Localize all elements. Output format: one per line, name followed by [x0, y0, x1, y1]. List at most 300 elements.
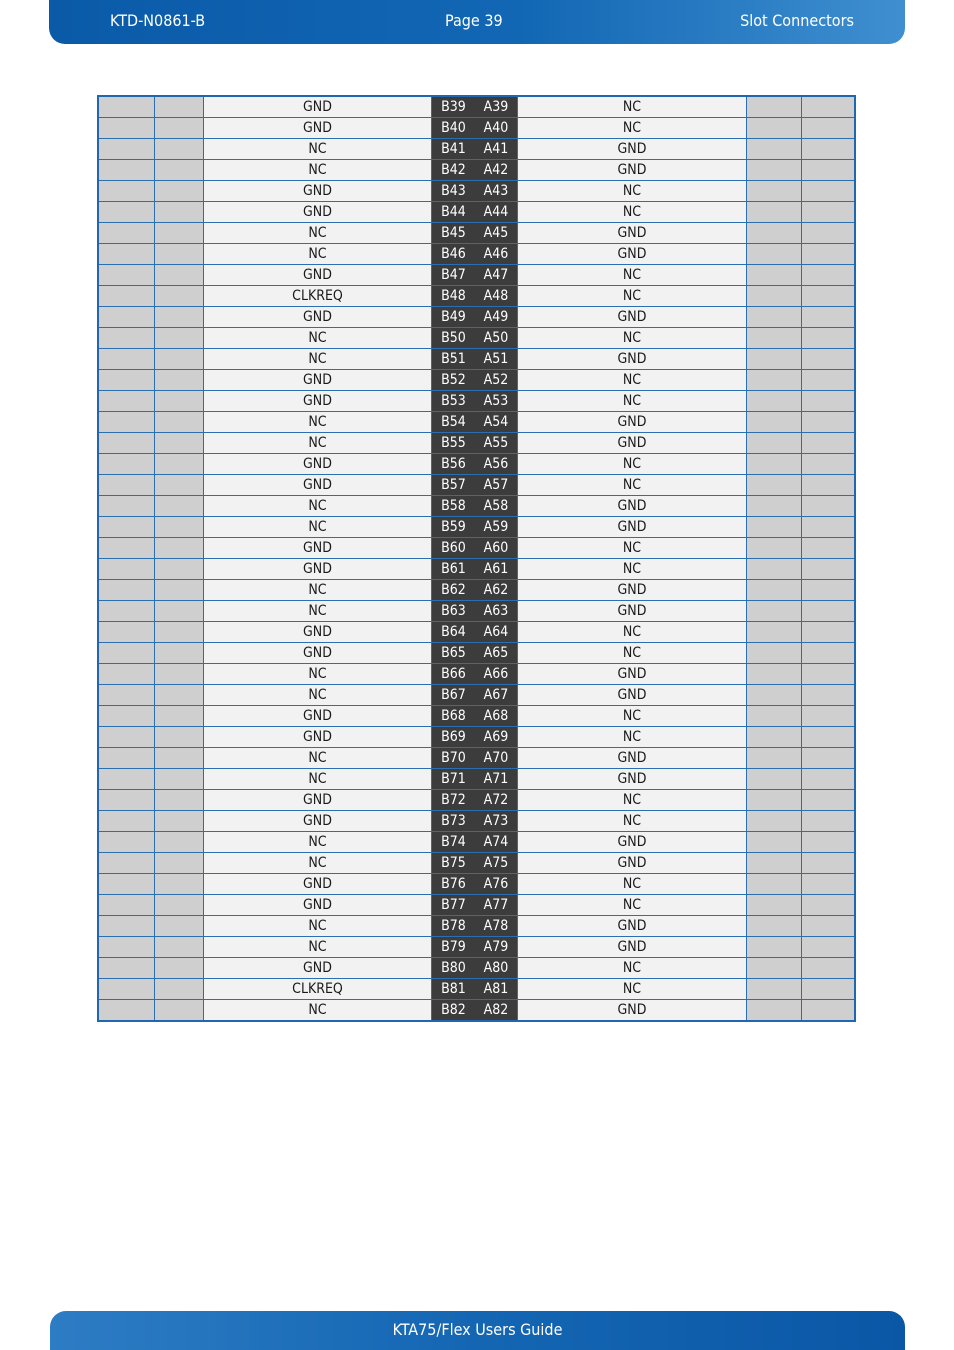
empty-cell — [747, 874, 802, 895]
table-row — [98, 223, 855, 244]
b-signal-cell: GND — [204, 265, 432, 286]
empty-cell — [747, 181, 802, 202]
empty-cell — [802, 391, 856, 412]
empty-cell — [98, 538, 155, 559]
empty-cell — [155, 979, 204, 1000]
b-signal-cell: GND — [204, 96, 432, 118]
b-signal-cell: GND — [204, 118, 432, 139]
empty-cell — [747, 853, 802, 874]
page-header — [49, 0, 905, 44]
empty-cell — [155, 643, 204, 664]
a-signal-cell: GND — [518, 160, 747, 181]
empty-cell — [98, 370, 155, 391]
empty-cell — [155, 454, 204, 475]
b-signal-cell: GND — [204, 727, 432, 748]
a-pin-cell: A52 — [475, 370, 518, 391]
empty-cell — [747, 118, 802, 139]
a-pin-cell: A53 — [475, 391, 518, 412]
section-title: Slot Connectors — [740, 11, 854, 30]
a-signal-cell: GND — [518, 244, 747, 265]
b-signal-cell: NC — [204, 685, 432, 706]
empty-cell — [155, 916, 204, 937]
empty-cell — [747, 559, 802, 580]
empty-cell — [98, 685, 155, 706]
empty-cell — [747, 454, 802, 475]
a-pin-cell: A80 — [475, 958, 518, 979]
empty-cell — [98, 244, 155, 265]
b-signal-cell: NC — [204, 601, 432, 622]
table-row — [98, 328, 855, 349]
b-signal-cell: GND — [204, 559, 432, 580]
a-signal-cell: GND — [518, 832, 747, 853]
empty-cell — [747, 727, 802, 748]
b-signal-cell: NC — [204, 496, 432, 517]
empty-cell — [802, 622, 856, 643]
a-signal-cell: GND — [518, 769, 747, 790]
empty-cell — [155, 202, 204, 223]
empty-cell — [747, 433, 802, 454]
empty-cell — [155, 937, 204, 958]
a-pin-cell: A56 — [475, 454, 518, 475]
a-signal-cell: GND — [518, 412, 747, 433]
empty-cell — [747, 622, 802, 643]
b-pin-cell: B39 — [432, 96, 476, 118]
empty-cell — [98, 286, 155, 307]
table-row — [98, 790, 855, 811]
b-signal-cell: NC — [204, 244, 432, 265]
b-signal-cell: NC — [204, 349, 432, 370]
pinout-table — [97, 95, 856, 1022]
a-signal-cell: GND — [518, 664, 747, 685]
empty-cell — [802, 244, 856, 265]
a-pin-cell: A42 — [475, 160, 518, 181]
empty-cell — [747, 538, 802, 559]
a-signal-cell: NC — [518, 181, 747, 202]
empty-cell — [155, 517, 204, 538]
table-row — [98, 412, 855, 433]
empty-cell — [98, 496, 155, 517]
empty-cell — [747, 1000, 802, 1022]
a-signal-cell: GND — [518, 307, 747, 328]
a-pin-cell: A59 — [475, 517, 518, 538]
a-signal-cell: NC — [518, 727, 747, 748]
empty-cell — [747, 160, 802, 181]
empty-cell — [747, 685, 802, 706]
table-row — [98, 748, 855, 769]
b-signal-cell: NC — [204, 412, 432, 433]
empty-cell — [155, 853, 204, 874]
b-pin-cell: B74 — [432, 832, 476, 853]
empty-cell — [747, 769, 802, 790]
empty-cell — [802, 517, 856, 538]
empty-cell — [747, 811, 802, 832]
a-pin-cell: A58 — [475, 496, 518, 517]
a-pin-cell: A50 — [475, 328, 518, 349]
b-pin-cell: B49 — [432, 307, 476, 328]
empty-cell — [747, 223, 802, 244]
empty-cell — [98, 96, 155, 118]
empty-cell — [155, 307, 204, 328]
b-signal-cell: GND — [204, 874, 432, 895]
empty-cell — [747, 496, 802, 517]
empty-cell — [802, 790, 856, 811]
a-signal-cell: NC — [518, 265, 747, 286]
b-pin-cell: B81 — [432, 979, 476, 1000]
table-row — [98, 139, 855, 160]
empty-cell — [155, 685, 204, 706]
empty-cell — [155, 790, 204, 811]
a-pin-cell: A76 — [475, 874, 518, 895]
empty-cell — [98, 223, 155, 244]
a-pin-cell: A60 — [475, 538, 518, 559]
b-pin-cell: B48 — [432, 286, 476, 307]
empty-cell — [802, 349, 856, 370]
empty-cell — [98, 412, 155, 433]
a-signal-cell: NC — [518, 118, 747, 139]
empty-cell — [98, 580, 155, 601]
a-signal-cell: NC — [518, 286, 747, 307]
page-number: Page 39 — [445, 11, 503, 30]
b-signal-cell: GND — [204, 958, 432, 979]
empty-cell — [747, 664, 802, 685]
a-signal-cell: GND — [518, 223, 747, 244]
empty-cell — [747, 244, 802, 265]
b-signal-cell: NC — [204, 853, 432, 874]
table-row — [98, 496, 855, 517]
table-row — [98, 643, 855, 664]
b-signal-cell: GND — [204, 307, 432, 328]
a-pin-cell: A48 — [475, 286, 518, 307]
empty-cell — [747, 286, 802, 307]
empty-cell — [747, 916, 802, 937]
b-signal-cell: NC — [204, 1000, 432, 1022]
a-pin-cell: A44 — [475, 202, 518, 223]
a-signal-cell: GND — [518, 139, 747, 160]
empty-cell — [155, 496, 204, 517]
empty-cell — [747, 979, 802, 1000]
a-pin-cell: A57 — [475, 475, 518, 496]
empty-cell — [155, 328, 204, 349]
b-signal-cell: NC — [204, 937, 432, 958]
b-pin-cell: B70 — [432, 748, 476, 769]
table-row — [98, 979, 855, 1000]
empty-cell — [802, 559, 856, 580]
empty-cell — [155, 811, 204, 832]
table-row — [98, 727, 855, 748]
b-signal-cell: GND — [204, 202, 432, 223]
table-row — [98, 370, 855, 391]
b-pin-cell: B52 — [432, 370, 476, 391]
b-pin-cell: B71 — [432, 769, 476, 790]
table-row — [98, 622, 855, 643]
empty-cell — [155, 664, 204, 685]
b-signal-cell: NC — [204, 328, 432, 349]
b-pin-cell: B67 — [432, 685, 476, 706]
b-signal-cell: NC — [204, 517, 432, 538]
empty-cell — [802, 937, 856, 958]
b-pin-cell: B66 — [432, 664, 476, 685]
empty-cell — [155, 601, 204, 622]
table-row — [98, 559, 855, 580]
empty-cell — [802, 895, 856, 916]
empty-cell — [155, 622, 204, 643]
empty-cell — [155, 223, 204, 244]
a-pin-cell: A82 — [475, 1000, 518, 1022]
empty-cell — [98, 160, 155, 181]
empty-cell — [747, 580, 802, 601]
empty-cell — [802, 706, 856, 727]
table-row — [98, 349, 855, 370]
a-signal-cell: GND — [518, 517, 747, 538]
empty-cell — [98, 790, 155, 811]
a-pin-cell: A51 — [475, 349, 518, 370]
empty-cell — [802, 727, 856, 748]
a-signal-cell: GND — [518, 916, 747, 937]
empty-cell — [747, 748, 802, 769]
table-row — [98, 916, 855, 937]
b-signal-cell: NC — [204, 769, 432, 790]
empty-cell — [802, 748, 856, 769]
b-pin-cell: B61 — [432, 559, 476, 580]
empty-cell — [155, 874, 204, 895]
empty-cell — [98, 769, 155, 790]
empty-cell — [155, 244, 204, 265]
empty-cell — [802, 853, 856, 874]
empty-cell — [155, 958, 204, 979]
empty-cell — [802, 916, 856, 937]
empty-cell — [802, 685, 856, 706]
a-pin-cell: A74 — [475, 832, 518, 853]
b-pin-cell: B59 — [432, 517, 476, 538]
b-pin-cell: B65 — [432, 643, 476, 664]
empty-cell — [802, 202, 856, 223]
empty-cell — [802, 958, 856, 979]
empty-cell — [98, 139, 155, 160]
b-pin-cell: B47 — [432, 265, 476, 286]
b-signal-cell: GND — [204, 790, 432, 811]
b-pin-cell: B72 — [432, 790, 476, 811]
empty-cell — [747, 139, 802, 160]
table-row — [98, 265, 855, 286]
empty-cell — [802, 286, 856, 307]
empty-cell — [802, 433, 856, 454]
b-signal-cell: NC — [204, 223, 432, 244]
b-pin-cell: B69 — [432, 727, 476, 748]
table-row — [98, 475, 855, 496]
b-pin-cell: B50 — [432, 328, 476, 349]
empty-cell — [155, 370, 204, 391]
empty-cell — [747, 706, 802, 727]
a-signal-cell: NC — [518, 643, 747, 664]
empty-cell — [802, 160, 856, 181]
page-footer — [50, 1311, 905, 1350]
empty-cell — [802, 874, 856, 895]
empty-cell — [155, 349, 204, 370]
a-signal-cell: NC — [518, 622, 747, 643]
b-pin-cell: B55 — [432, 433, 476, 454]
b-pin-cell: B80 — [432, 958, 476, 979]
empty-cell — [155, 1000, 204, 1022]
empty-cell — [98, 832, 155, 853]
a-signal-cell: GND — [518, 349, 747, 370]
empty-cell — [98, 433, 155, 454]
b-signal-cell: GND — [204, 181, 432, 202]
a-signal-cell: NC — [518, 538, 747, 559]
empty-cell — [155, 706, 204, 727]
empty-cell — [98, 328, 155, 349]
empty-cell — [98, 202, 155, 223]
empty-cell — [98, 601, 155, 622]
a-signal-cell: GND — [518, 1000, 747, 1022]
empty-cell — [155, 118, 204, 139]
b-signal-cell: CLKREQ — [204, 286, 432, 307]
empty-cell — [747, 832, 802, 853]
empty-cell — [98, 853, 155, 874]
b-signal-cell: CLKREQ — [204, 979, 432, 1000]
b-signal-cell: NC — [204, 433, 432, 454]
empty-cell — [155, 748, 204, 769]
empty-cell — [747, 202, 802, 223]
a-pin-cell: A41 — [475, 139, 518, 160]
empty-cell — [802, 769, 856, 790]
empty-cell — [155, 139, 204, 160]
empty-cell — [155, 580, 204, 601]
empty-cell — [802, 496, 856, 517]
b-signal-cell: GND — [204, 538, 432, 559]
a-pin-cell: A62 — [475, 580, 518, 601]
empty-cell — [155, 391, 204, 412]
empty-cell — [747, 307, 802, 328]
b-signal-cell: GND — [204, 454, 432, 475]
a-signal-cell: GND — [518, 601, 747, 622]
a-signal-cell: NC — [518, 811, 747, 832]
table-row — [98, 580, 855, 601]
b-pin-cell: B45 — [432, 223, 476, 244]
empty-cell — [747, 937, 802, 958]
empty-cell — [802, 328, 856, 349]
a-signal-cell: NC — [518, 391, 747, 412]
a-pin-cell: A65 — [475, 643, 518, 664]
empty-cell — [155, 181, 204, 202]
b-signal-cell: GND — [204, 706, 432, 727]
table-row — [98, 895, 855, 916]
b-signal-cell: GND — [204, 811, 432, 832]
empty-cell — [155, 96, 204, 118]
table-row — [98, 811, 855, 832]
empty-cell — [155, 475, 204, 496]
empty-cell — [802, 118, 856, 139]
a-signal-cell: NC — [518, 979, 747, 1000]
empty-cell — [98, 454, 155, 475]
empty-cell — [802, 96, 856, 118]
a-signal-cell: NC — [518, 475, 747, 496]
b-pin-cell: B73 — [432, 811, 476, 832]
table-row — [98, 769, 855, 790]
a-signal-cell: GND — [518, 580, 747, 601]
table-row — [98, 286, 855, 307]
empty-cell — [98, 391, 155, 412]
empty-cell — [155, 286, 204, 307]
empty-cell — [155, 412, 204, 433]
a-pin-cell: A63 — [475, 601, 518, 622]
empty-cell — [802, 412, 856, 433]
a-signal-cell: NC — [518, 958, 747, 979]
table-row — [98, 307, 855, 328]
b-signal-cell: NC — [204, 916, 432, 937]
empty-cell — [155, 895, 204, 916]
a-pin-cell: A75 — [475, 853, 518, 874]
b-pin-cell: B60 — [432, 538, 476, 559]
a-pin-cell: A70 — [475, 748, 518, 769]
empty-cell — [155, 727, 204, 748]
b-signal-cell: GND — [204, 622, 432, 643]
b-pin-cell: B62 — [432, 580, 476, 601]
empty-cell — [747, 391, 802, 412]
b-signal-cell: GND — [204, 391, 432, 412]
empty-cell — [98, 706, 155, 727]
empty-cell — [98, 916, 155, 937]
b-pin-cell: B53 — [432, 391, 476, 412]
b-pin-cell: B40 — [432, 118, 476, 139]
empty-cell — [98, 748, 155, 769]
empty-cell — [747, 601, 802, 622]
manual-title: KTA75/Flex Users Guide — [392, 1320, 563, 1339]
empty-cell — [98, 622, 155, 643]
empty-cell — [98, 727, 155, 748]
empty-cell — [802, 139, 856, 160]
empty-cell — [747, 265, 802, 286]
a-pin-cell: A66 — [475, 664, 518, 685]
table-row — [98, 664, 855, 685]
a-pin-cell: A73 — [475, 811, 518, 832]
b-pin-cell: B82 — [432, 1000, 476, 1022]
empty-cell — [747, 96, 802, 118]
empty-cell — [802, 265, 856, 286]
a-pin-cell: A61 — [475, 559, 518, 580]
table-row — [98, 202, 855, 223]
empty-cell — [802, 307, 856, 328]
a-signal-cell: NC — [518, 370, 747, 391]
b-signal-cell: NC — [204, 832, 432, 853]
table-row — [98, 706, 855, 727]
table-row — [98, 96, 855, 118]
document-id: KTD-N0861-B — [110, 11, 206, 30]
empty-cell — [747, 958, 802, 979]
a-signal-cell: NC — [518, 96, 747, 118]
a-pin-cell: A71 — [475, 769, 518, 790]
b-pin-cell: B63 — [432, 601, 476, 622]
a-pin-cell: A47 — [475, 265, 518, 286]
empty-cell — [98, 643, 155, 664]
a-signal-cell: NC — [518, 328, 747, 349]
a-signal-cell: GND — [518, 937, 747, 958]
b-signal-cell: GND — [204, 370, 432, 391]
empty-cell — [98, 874, 155, 895]
empty-cell — [98, 937, 155, 958]
empty-cell — [802, 1000, 856, 1022]
a-signal-cell: NC — [518, 559, 747, 580]
a-pin-cell: A69 — [475, 727, 518, 748]
empty-cell — [747, 790, 802, 811]
b-pin-cell: B43 — [432, 181, 476, 202]
a-signal-cell: GND — [518, 853, 747, 874]
empty-cell — [155, 160, 204, 181]
empty-cell — [155, 265, 204, 286]
empty-cell — [98, 475, 155, 496]
b-signal-cell: NC — [204, 748, 432, 769]
b-signal-cell: GND — [204, 643, 432, 664]
empty-cell — [747, 370, 802, 391]
